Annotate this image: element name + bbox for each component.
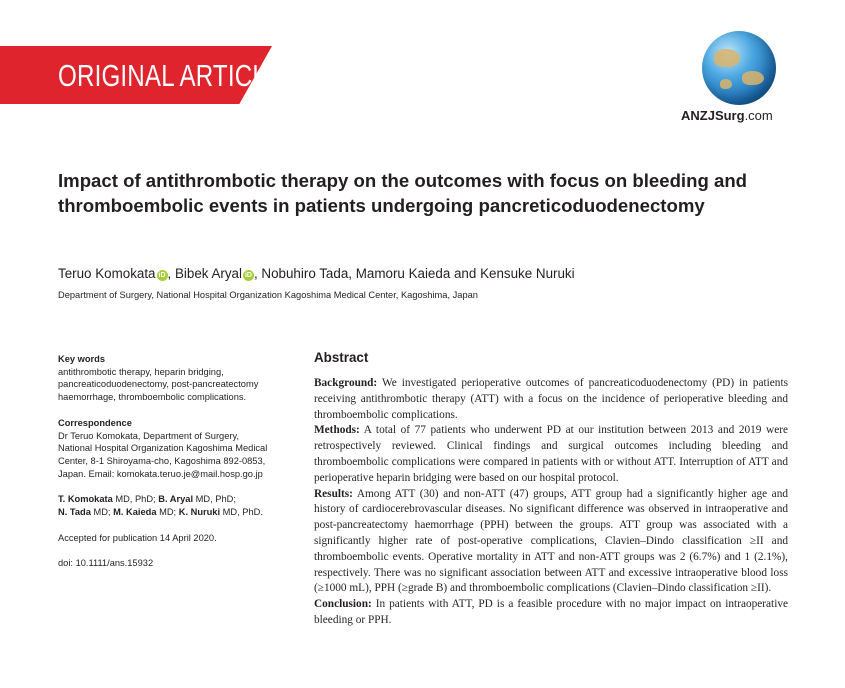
author-name: Kensuke Nuruki — [480, 266, 575, 281]
correspondence-block — [58, 417, 303, 481]
author-separator: , — [253, 266, 262, 281]
site-name-bold: ANZJSurg — [681, 108, 745, 123]
credential-degree: MD, PhD; — [193, 494, 236, 505]
author-separator: , — [348, 266, 356, 281]
keywords-block — [58, 353, 303, 404]
author-separator: and — [450, 266, 481, 281]
article-sidebar — [58, 353, 303, 583]
keywords-line: pancreaticoduodenectomy, post-pancreatectomy — [58, 379, 259, 390]
abstract-paragraph — [314, 597, 788, 629]
orcid-icon[interactable]: iD — [158, 272, 166, 279]
keywords-line: haemorrhage, thromboembolic complications. — [58, 392, 247, 403]
abstract-section-label: Methods: — [314, 424, 360, 437]
credential-degree: MD; — [90, 507, 114, 518]
abstract-section-text: A total of 77 patients who underwent PD at our institution between 2013 and 2019 were retrospectively reviewed. Clinical findings and surgical outcomes including bleeding and thromboembolic complications were compared in patients with or without ATT. Interruption of ATT and perioperative heparin bridging were based on our hospital protocol. — [314, 424, 788, 484]
abstract-section — [314, 350, 788, 629]
credential-author: K. Nuruki — [178, 507, 221, 518]
doi-link[interactable]: doi: 10.1111/ans.15932 — [58, 558, 154, 569]
correspondence-email-line[interactable]: Japan. Email: komokata.teruo.je@mail.hosp.go.jp — [58, 468, 263, 479]
accepted-date: Accepted for publication 14 April 2020. — [58, 532, 217, 543]
abstract-paragraph — [314, 487, 788, 598]
abstract-body — [314, 376, 788, 629]
credential-degree: MD, PhD; — [112, 494, 159, 505]
author-list — [58, 266, 575, 281]
credential-author: N. Tada — [58, 507, 91, 518]
author-name: Bibek Aryal — [174, 266, 242, 281]
globe-logo-icon — [702, 31, 776, 105]
correspondence-line: Dr Teruo Komokata, Department of Surgery, — [58, 430, 240, 441]
abstract-paragraph — [314, 423, 788, 486]
credential-author: B. Aryal — [158, 494, 194, 505]
credentials-line — [58, 506, 303, 519]
keywords-heading: Key words — [58, 354, 106, 364]
abstract-paragraph — [314, 376, 788, 423]
correspondence-line: Center, 8-1 Shiroyama-cho, Kagoshima 892-0853, — [58, 455, 266, 466]
abstract-section-label: Background: — [314, 377, 378, 389]
credential-degree: MD; — [156, 507, 179, 518]
abstract-heading: Abstract — [314, 350, 369, 365]
abstract-section-text: In patients with ATT, PD is a feasible procedure with no major impact on intraoperative bleeding or PPH. — [314, 598, 788, 626]
credential-author: T. Komokata — [58, 494, 113, 505]
abstract-section-label: Results: — [314, 487, 353, 500]
article-type-label: ORIGINAL ARTICLE — [58, 58, 283, 93]
author-affiliation: Department of Surgery, National Hospital Organization Kagoshima Medical Center, Kagoshima, Japan — [58, 290, 478, 300]
author-separator: , — [167, 266, 175, 281]
journal-site-link[interactable] — [681, 108, 773, 123]
keywords-line: antithrombotic therapy, heparin bridging, — [58, 366, 224, 377]
abstract-section-label: Conclusion: — [314, 598, 372, 611]
correspondence-heading: Correspondence — [58, 417, 132, 428]
correspondence-line: National Hospital Organization Kagoshima Medical — [58, 443, 268, 454]
author-name: Nobuhiro Tada — [261, 266, 349, 281]
orcid-icon[interactable]: iD — [244, 272, 252, 279]
author-name: Teruo Komokata — [58, 266, 156, 281]
credential-degree: MD, PhD. — [220, 507, 263, 518]
site-name-suffix: .com — [744, 108, 773, 123]
author-name: Mamoru Kaieda — [355, 266, 451, 281]
abstract-section-text: Among ATT (30) and non-ATT (47) groups, ATT group had a significantly higher age and history of cardiocerebrovascular diseases. No significant difference was observed in intraoperative and post-pancreatectomy haemorrhage (PPH) between the groups. ATT group was associated with a significantly higher rate of post-operative complications, Clavien–Dindo classification ≥II and thromboembolic events. Operative mortality in ATT and non-ATT groups was 2 (6.7%) and 1 (2.1%), respectively. There was no significant association between ATT and excessive intraoperative blood loss (≥1000 mL), PPH (≥grade B) and thromboembolic complications (Clavien–Dindo classification ≥II). — [314, 487, 788, 595]
article-title: Impact of antithrombotic therapy on the outcomes with focus on bleeding and thromboembolic events in patients undergoing pancreticoduodenectomy — [58, 170, 748, 216]
credentials-line — [58, 493, 303, 506]
author-credentials — [58, 493, 303, 518]
abstract-section-text: We investigated perioperative outcomes of pancreaticoduodenectomy (PD) in patients receiving antithrombotic therapy (ATT) with a focus on the incidence of perioperative bleeding and thromboembolic complications. — [314, 377, 788, 421]
credential-author: M. Kaieda — [113, 507, 157, 518]
